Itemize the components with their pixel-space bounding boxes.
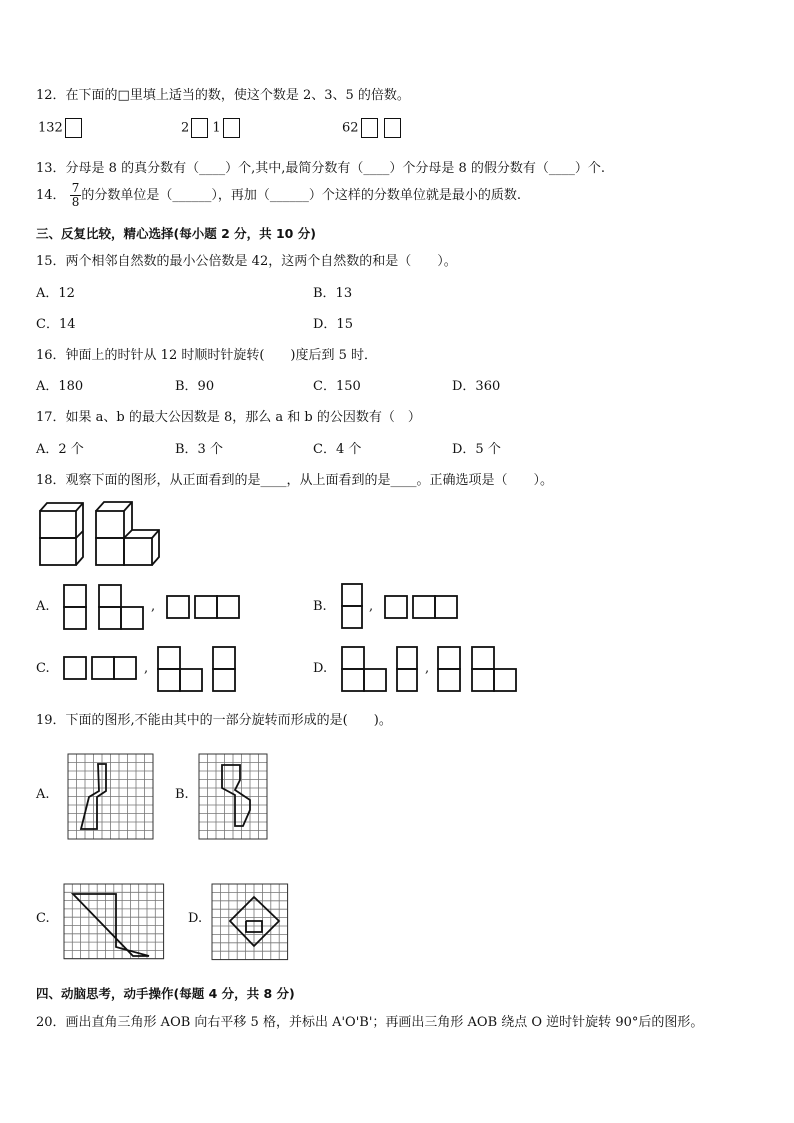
q19-option-c-grid [64, 884, 164, 959]
q16-option-d[interactable]: D．360 [452, 379, 501, 394]
q14-fraction-denominator: 8 [71, 195, 80, 209]
q17-option-c[interactable]: C．4 个 [313, 442, 362, 457]
q19-option-a-grid [68, 754, 153, 839]
q14-text: 的分数单位是（______），再加（______）个这样的分数单位就是最小的质数. [81, 188, 521, 203]
q12-number-1: 132 [38, 120, 63, 136]
q12-number-3: 62 [342, 120, 359, 136]
q17-option-a[interactable]: A．2 个 [36, 442, 84, 457]
q18-option-b-views [342, 584, 457, 628]
q16-text: 16．钟面上的时针从 12 时顺时针旋转( )度后到 5 时． [36, 348, 378, 363]
q19-text: 19．下面的图形,不能由其中的一部分旋转而形成的是( )。 [36, 713, 392, 728]
q12-number-2b: 1 [212, 120, 221, 136]
q19-option-c-shape [73, 894, 149, 956]
q20-text: 20．画出直角三角形 AOB 向右平移 5 格，并标出 A'O'B'；再画出三角形 AOB 绕点 O 逆时针旋转 90°后的图形。 [36, 1015, 704, 1030]
q19-option-b[interactable]: B. [175, 787, 189, 802]
q18-comma: , [425, 661, 430, 676]
q15-option-d[interactable]: D．15 [313, 317, 353, 332]
q16-option-b[interactable]: B．90 [175, 379, 215, 394]
q18-option-c-views [64, 647, 235, 691]
q18-comma: , [151, 599, 156, 614]
q18-comma: , [369, 599, 374, 614]
q15-option-c[interactable]: C．14 [36, 317, 76, 332]
section-4-title: 四、动脑思考，动手操作(每题 4 分，共 8 分) [36, 986, 295, 1001]
q15-option-a[interactable]: A．12 [36, 286, 75, 301]
q17-option-d[interactable]: D．5 个 [452, 442, 501, 457]
q18-comma: , [144, 661, 149, 676]
q18-solid-l-shape [96, 502, 159, 565]
q18-solid-stack [40, 503, 83, 565]
q15-text: 15．两个相邻自然数的最小公倍数是 42，这两个自然数的和是（ ）。 [36, 254, 457, 269]
q19-option-b-shape [222, 765, 250, 826]
q12-text: 12．在下面的□里填上适当的数，使这个数是 2、3、5 的倍数。 [36, 88, 410, 103]
q19-option-d[interactable]: D. [188, 911, 203, 926]
q14-prefix: 14． [36, 188, 66, 203]
q18-option-a[interactable]: A. [36, 599, 50, 614]
q12-number-2a: 2 [181, 120, 190, 136]
q18-text: 18．观察下面的图形，从正面看到的是____，从上面看到的是____。正确选项是（ ）。 [36, 473, 554, 488]
q18-option-b[interactable]: B. [313, 599, 327, 614]
section-3-title: 三、反复比较，精心选择(每小题 2 分，共 10 分) [36, 226, 316, 241]
q15-option-b[interactable]: B．13 [313, 286, 353, 301]
q17-text: 17．如果 a、b 的最大公因数是 8，那么 a 和 b 的公因数有（ ） [36, 410, 421, 425]
q18-option-d[interactable]: D. [313, 661, 328, 676]
q19-option-c[interactable]: C. [36, 911, 50, 926]
q17-option-b[interactable]: B．3 个 [175, 442, 223, 457]
q19-option-b-grid [199, 754, 267, 839]
q16-option-c[interactable]: C．150 [313, 379, 361, 394]
q14-fraction-numerator: 7 [71, 181, 80, 195]
q18-option-c[interactable]: C. [36, 661, 50, 676]
q13-text: 13．分母是 8 的真分数有（____）个,其中,最简分数有（____）个分母是 8 的假分数有（____）个. [36, 161, 606, 176]
q19-option-a[interactable]: A. [36, 787, 50, 802]
q16-option-a[interactable]: A．180 [36, 379, 84, 394]
